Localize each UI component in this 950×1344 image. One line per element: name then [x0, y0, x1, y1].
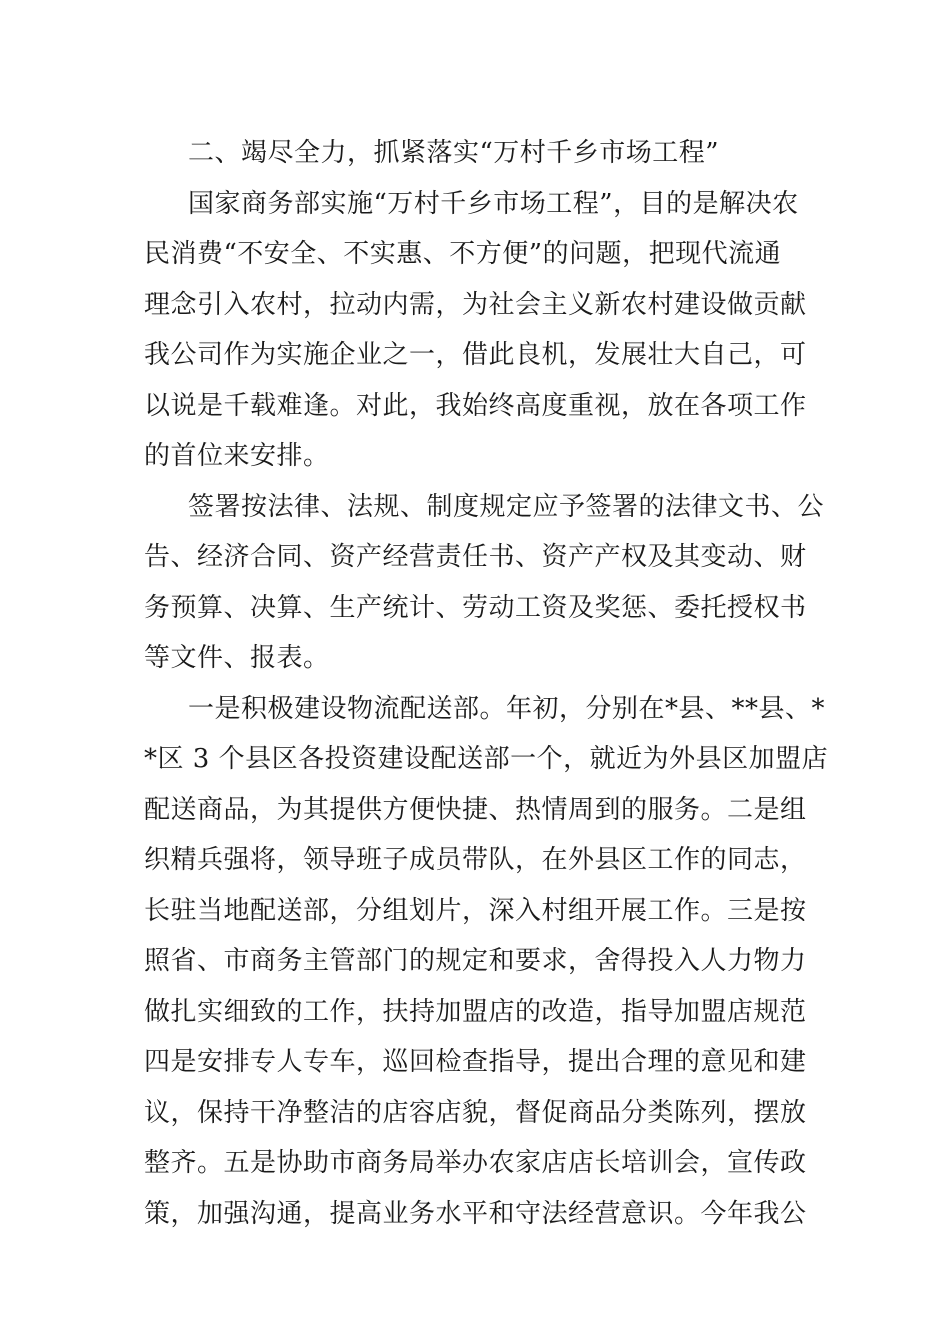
paragraph-line: 照省、市商务主管部门的规定和要求，舍得投入人力物力 — [144, 946, 807, 976]
paragraph-line: 等文件、报表。 — [144, 643, 330, 673]
paragraph-3 — [144, 684, 829, 1240]
paragraph-line: 理念引入农村，拉动内需，为社会主义新农村建设做贡献 — [144, 289, 807, 320]
paragraph-line: 织精兵强将，领导班子成员带队，在外县区工作的同志， — [144, 845, 807, 875]
paragraph-line: 做扎实细致的工作，扶持加盟店的改造，指导加盟店规范 — [144, 996, 807, 1027]
paragraph-line: 务预算、决算、生产统计、劳动工资及奖惩、委托授权书 — [144, 592, 807, 623]
paragraph-line: 整齐。五是协助市商务局举办农家店店长培训会，宣传政 — [144, 1148, 807, 1178]
paragraph-line: 签署按法律、法规、制度规定应予签署的法律文书、公 — [188, 491, 825, 522]
paragraph-line: 配送商品，为其提供方便快捷、热情周到的服务。二是组 — [144, 794, 807, 825]
paragraph-line: 我公司作为实施企业之一，借此良机，发展壮大自己，可 — [144, 340, 807, 370]
paragraph-2 — [144, 482, 825, 684]
paragraph-line: 四是安排专人专车，巡回检查指导，提出合理的意见和建 — [144, 1047, 807, 1077]
paragraph-line: 民消费“不安全、不实惠、不方便”的问题，把现代流通 — [144, 239, 782, 269]
paragraph-line: 的首位来安排。 — [144, 441, 330, 471]
paragraph-1 — [144, 179, 809, 482]
paragraph-line: 国家商务部实施“万村千乡市场工程”，目的是解决农 — [188, 188, 799, 219]
paragraph-line: 策，加强沟通，提高业务水平和守法经营意识。今年我公 — [144, 1198, 807, 1229]
paragraph-line: 以说是千载难逢。对此，我始终高度重视，放在各项工作 — [144, 390, 807, 421]
paragraph-line: 长驻当地配送部，分组划片，深入村组开展工作。三是按 — [144, 895, 807, 926]
paragraph-line: 一是积极建设物流配送部。年初，分别在*县、**县、* — [188, 693, 826, 724]
paragraph-line: 告、经济合同、资产经营责任书、资产产权及其变动、财 — [144, 542, 807, 572]
paragraph-line: *区 3 个县区各投资建设配送部一个，就近为外县区加盟店 — [144, 744, 829, 774]
document-body — [144, 128, 829, 1239]
section-heading: 二、竭尽全力，抓紧落实“万村千乡市场工程” — [188, 138, 720, 168]
paragraph-line: 议，保持干净整洁的店容店貌，督促商品分类陈列，摆放 — [144, 1097, 807, 1128]
